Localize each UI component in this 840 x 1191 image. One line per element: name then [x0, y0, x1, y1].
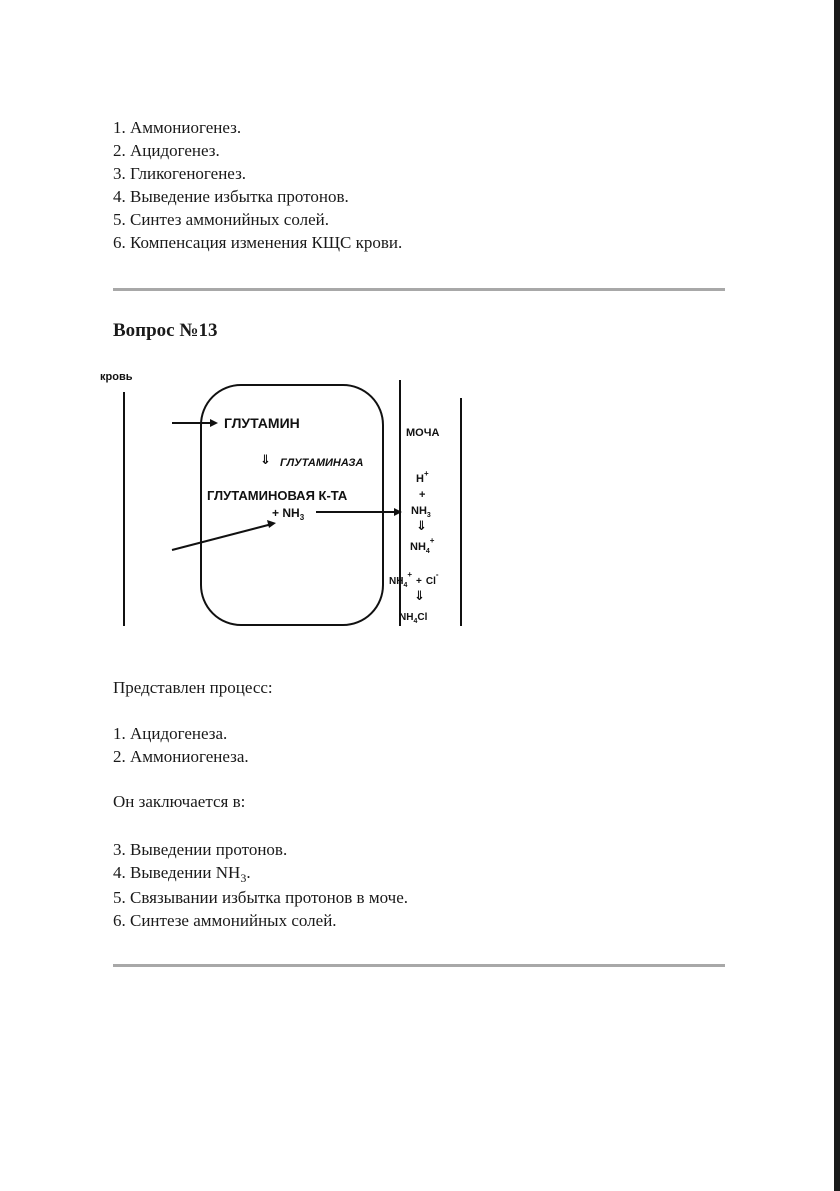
item-text: Выведении протонов. [130, 840, 288, 859]
answer-list-top [113, 116, 402, 254]
question-title: Вопрос №13 [113, 320, 218, 341]
item-number: 2. [113, 141, 126, 160]
presented-label: Представлен процесс: [113, 678, 273, 697]
arrow-down-icon: ⇓ [414, 588, 425, 603]
blood-label: кровь [100, 371, 133, 383]
list-item [113, 116, 402, 139]
answer-list-process [113, 722, 249, 768]
item-text: Синтезе аммонийных солей. [130, 911, 337, 930]
arrowhead [267, 520, 276, 528]
item-number: 6. [113, 911, 126, 930]
divider [113, 964, 725, 967]
list-item [113, 185, 402, 208]
list-item [113, 838, 408, 861]
item-text: Ацидогенеза. [130, 724, 228, 743]
item-text: Гликогеногенез. [130, 164, 247, 183]
item-text: Ацидогенез. [130, 141, 220, 160]
item-number: 1. [113, 724, 126, 743]
item-number: 4. [113, 187, 126, 206]
proton-label: H+ [416, 469, 429, 485]
ammonium-label: $NH_4^+$ [410, 536, 435, 555]
subscript: 3 [240, 871, 247, 885]
item-number: 2. [113, 747, 126, 766]
list-item [113, 162, 402, 185]
consists-label: Он заключается в: [113, 792, 246, 811]
item-number: 5. [113, 888, 126, 907]
item-number: 5. [113, 210, 126, 229]
list-item [113, 886, 408, 909]
urine-label: МОЧА [406, 427, 440, 439]
item-number: 4. [113, 863, 126, 882]
item-text: Аммониогенез. [130, 118, 242, 137]
enzyme-arrow: ⇓ [260, 452, 271, 467]
ammonia-label: $NH_3$ [411, 505, 431, 519]
list-item [113, 231, 402, 254]
item-number: 3. [113, 840, 126, 859]
item-text: Выведение избытка протонов. [130, 187, 349, 206]
item-number: 1. [113, 118, 126, 137]
ammonium-chloride-reaction: $NH_4^++ Cl^-$ [389, 570, 439, 589]
list-item [113, 909, 408, 932]
plus-ammonia-label: + $NH_3$ [272, 506, 305, 522]
item-text: Аммониогенеза. [130, 747, 249, 766]
item-number: 3. [113, 164, 126, 183]
answer-list-consists [113, 838, 408, 932]
list-item [113, 861, 408, 886]
ammonium-chloride-label: $NH_4Cl$ [399, 612, 428, 625]
glutamine-label: ГЛУТАМИН [224, 415, 300, 431]
list-item [113, 139, 402, 162]
list-item [113, 745, 249, 768]
second-input-arrow [172, 524, 272, 550]
glutamic-acid-label: ГЛУТАМИНОВАЯ К-ТА [207, 488, 348, 503]
item-text: Выведении NH [130, 863, 241, 882]
item-punctuation: . [246, 863, 251, 882]
list-item [113, 208, 402, 231]
plus-sign: + [419, 489, 426, 501]
glutamine-diagram [100, 360, 480, 640]
item-number: 6. [113, 233, 126, 252]
page-edge [834, 0, 840, 1191]
divider [113, 288, 725, 291]
list-item [113, 722, 249, 745]
item-text: Синтез аммонийных солей. [130, 210, 330, 229]
enzyme-label: ГЛУТАМИНАЗА [280, 457, 364, 469]
item-text: Компенсация изменения КЩС крови. [130, 233, 403, 252]
arrow-down-icon: ⇓ [416, 518, 427, 533]
arrowhead [210, 419, 218, 427]
item-text: Связывании избытка протонов в моче. [130, 888, 408, 907]
